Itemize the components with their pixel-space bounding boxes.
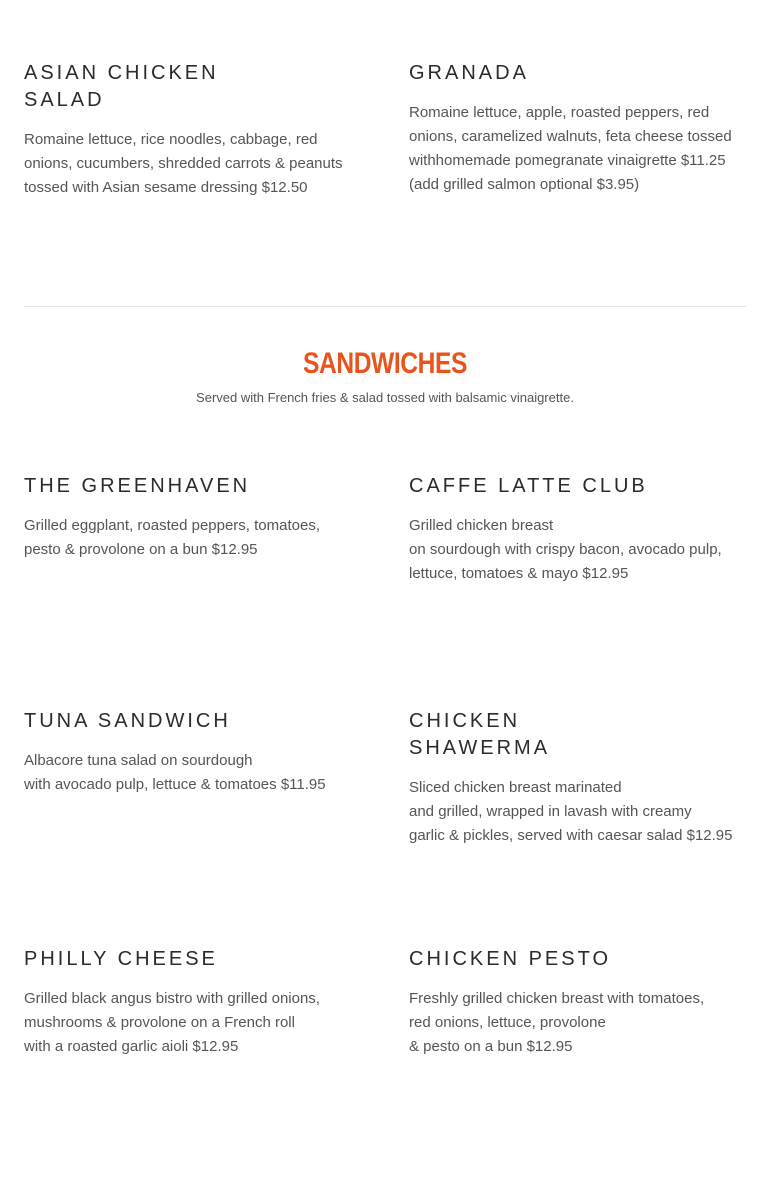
item-title: CAFFE LATTE CLUB bbox=[409, 475, 648, 497]
item-title: CHICKEN SHAWERMA bbox=[409, 710, 551, 759]
item-title: ASIAN CHICKEN SALAD bbox=[24, 62, 219, 111]
item-description: Grilled black angus bistro with grilled onions, mushrooms & provolone on a French roll with a roasted garlic aioli $12.95 bbox=[24, 990, 320, 1055]
section-subtitle: Served with French fries & salad tossed with balsamic vinaigrette. bbox=[196, 390, 574, 405]
item-title: TUNA SANDWICH bbox=[24, 710, 231, 732]
item-description: Grilled chicken breast on sourdough with crispy bacon, avocado pulp, lettuce, tomatoes & mayo $12.95 bbox=[409, 517, 722, 582]
menu-item-philly-cheese bbox=[24, 946, 364, 1059]
item-title: CHICKEN PESTO bbox=[409, 948, 611, 970]
menu-item-chicken-pesto bbox=[409, 946, 749, 1059]
menu-item-the-greenhaven bbox=[24, 473, 364, 562]
item-description: Freshly grilled chicken breast with tomatoes, red onions, lettuce, provolone & pesto on a bun $12.95 bbox=[409, 990, 705, 1055]
menu-item-tuna-sandwich bbox=[24, 708, 364, 797]
section-divider bbox=[24, 306, 746, 307]
menu-item-asian-chicken-salad bbox=[24, 60, 364, 200]
item-title: THE GREENHAVEN bbox=[24, 475, 251, 497]
item-description: Romaine lettuce, apple, roasted peppers, red onions, caramelized walnuts, feta cheese tossed withhomemade pomegranate vinaigrette $11.25 (add grilled salmon optional $3.95) bbox=[409, 104, 732, 193]
item-title: GRANADA bbox=[409, 62, 529, 84]
item-description: Albacore tuna salad on sourdough with avocado pulp, lettuce & tomatoes $11.95 bbox=[24, 752, 326, 793]
item-title: PHILLY CHEESE bbox=[24, 948, 218, 970]
item-description: Sliced chicken breast marinated and grilled, wrapped in lavash with creamy garlic & pickles, served with caesar salad $12.95 bbox=[409, 779, 733, 844]
item-description: Romaine lettuce, rice noodles, cabbage, red onions, cucumbers, shredded carrots & peanuts tossed with Asian sesame dressing $12.50 bbox=[24, 131, 343, 196]
item-description: Grilled eggplant, roasted peppers, tomatoes, pesto & provolone on a bun $12.95 bbox=[24, 517, 321, 558]
menu-item-granada bbox=[409, 60, 749, 197]
menu-item-caffe-latte-club bbox=[409, 473, 749, 586]
menu-item-chicken-shawerma bbox=[409, 708, 749, 848]
section-title: SANDWICHES bbox=[302, 347, 467, 380]
